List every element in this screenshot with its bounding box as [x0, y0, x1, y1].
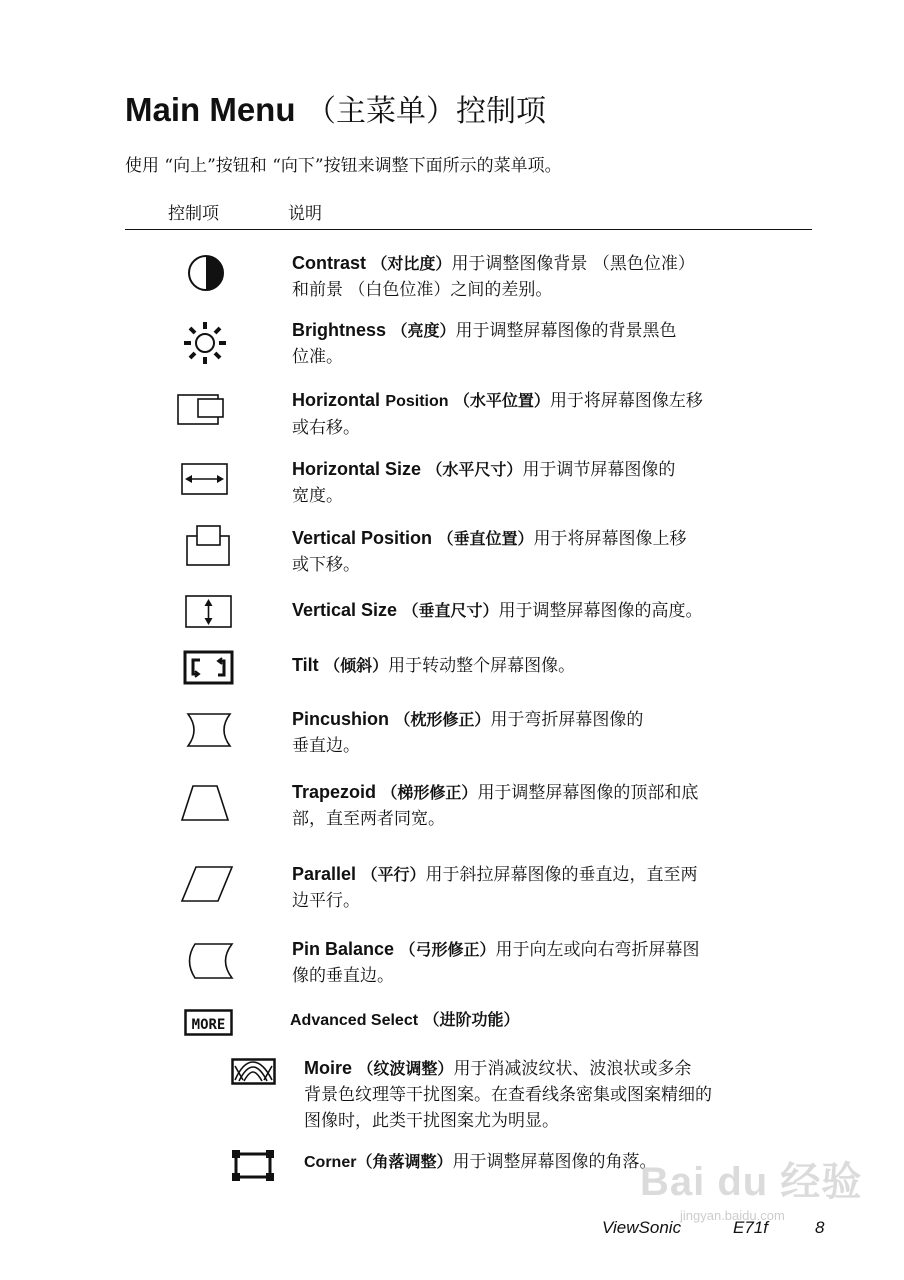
trapezoid-icon	[179, 783, 231, 823]
item-pincushion	[292, 706, 812, 759]
item-text-2: 背景色纹理等干扰图案。在查看线条密集或图案精细的	[304, 1085, 712, 1105]
more-icon	[184, 1009, 234, 1037]
item-text-3: 图像时，此类干扰图案尤为明显。	[304, 1111, 559, 1131]
item-text-1: 用于消减波纹状、波浪状或多余	[453, 1059, 692, 1079]
item-horizontal-position	[292, 387, 812, 441]
corner-icon	[230, 1148, 276, 1182]
title-english: Main Menu	[125, 91, 296, 128]
item-name: Horizontal Size	[292, 459, 422, 479]
horizontal-size-icon	[180, 462, 230, 496]
item-text-1: 用于调整图像背景 （黑色位准）	[451, 254, 695, 274]
pin-balance-icon	[181, 941, 235, 981]
more-icon-label: MORE	[191, 1017, 226, 1033]
item-cn: （水平位置）	[453, 391, 550, 410]
item-name: Vertical Position	[292, 528, 433, 548]
vertical-size-icon	[184, 594, 234, 630]
item-name: Trapezoid	[292, 782, 377, 802]
intro-text: 使用 “向上”按钮和 “向下”按钮来调整下面所示的菜单项。	[125, 156, 562, 176]
item-cn: （角落调整）	[356, 1152, 453, 1171]
moire-icon	[231, 1058, 277, 1086]
item-parallel	[292, 861, 812, 914]
item-name: Corner	[304, 1154, 357, 1171]
tilt-icon	[183, 650, 235, 686]
item-name: Horizontal	[292, 390, 380, 410]
item-cn: （亮度）	[391, 321, 456, 340]
item-text-1: 用于调整屏幕图像的顶部和底	[477, 783, 699, 803]
item-text-1: 用于调整屏幕图像的角落。	[452, 1152, 657, 1172]
vertical-position-icon	[185, 524, 233, 568]
item-advanced-select	[290, 1007, 810, 1034]
item-text-1: 用于调整屏幕图像的高度。	[498, 601, 703, 621]
item-text-1: 用于调节屏幕图像的	[522, 460, 676, 480]
item-text-1: 用于调整屏幕图像的背景黑色	[455, 321, 677, 341]
item-name: Vertical Size	[292, 600, 398, 620]
item-text-2: 像的垂直边。	[292, 966, 394, 986]
item-vertical-position	[292, 525, 812, 578]
item-text-2: 或下移。	[292, 555, 360, 575]
item-name: Brightness	[292, 320, 387, 340]
item-text-1: 用于斜拉屏幕图像的垂直边，直至两	[425, 865, 698, 885]
item-text-2: 宽度。	[292, 486, 343, 506]
item-text-1: 用于将屏幕图像左移	[549, 391, 703, 411]
column-header-description: 说明	[288, 204, 322, 224]
item-trapezoid	[292, 779, 812, 832]
item-tilt	[292, 652, 812, 679]
contrast-icon	[186, 253, 226, 293]
page-title	[125, 86, 546, 130]
item-cn: （梯形修正）	[381, 783, 478, 802]
footer-page-number: 8	[815, 1218, 825, 1237]
item-moire	[304, 1055, 812, 1134]
horizontal-position-icon	[176, 391, 228, 427]
item-cn: （平行）	[361, 865, 426, 884]
item-name: Advanced Select	[290, 1012, 419, 1029]
column-header-control: 控制项	[168, 204, 219, 224]
item-name: Parallel	[292, 864, 357, 884]
item-cn: （弓形修正）	[399, 940, 496, 959]
pincushion-icon	[185, 711, 233, 749]
item-cn: （对比度）	[371, 254, 452, 273]
item-cn: （垂直位置）	[437, 529, 534, 548]
brightness-icon	[181, 320, 229, 366]
item-text-1: 用于向左或向右弯折屏幕图	[495, 940, 700, 960]
item-text-2: 垂直边。	[292, 736, 360, 756]
item-pin-balance	[292, 936, 812, 989]
item-cn: （纹波调整）	[357, 1059, 454, 1078]
item-text-2: 和前景 （白色位准）之间的差别。	[292, 280, 553, 300]
item-text-2: 边平行。	[292, 891, 360, 911]
item-name: Contrast	[292, 253, 367, 273]
item-brightness	[292, 317, 812, 370]
item-name-2: Position	[385, 393, 449, 410]
parallel-icon	[179, 864, 235, 904]
item-name: Pincushion	[292, 709, 390, 729]
item-text-1: 用于转动整个屏幕图像。	[388, 656, 576, 676]
item-text-2: 部，直至两者同宽。	[292, 809, 445, 829]
item-name: Tilt	[292, 655, 319, 675]
footer-model: E71f	[733, 1218, 768, 1237]
item-text-1: 用于弯折屏幕图像的	[490, 710, 644, 730]
watermark-url: jingyan.baidu.com	[680, 1208, 785, 1223]
item-cn: （垂直尺寸）	[402, 601, 499, 620]
item-name: Pin Balance	[292, 939, 395, 959]
item-vertical-size	[292, 597, 812, 624]
item-cn: （倾斜）	[324, 656, 389, 675]
item-contrast	[292, 250, 812, 303]
footer-brand: ViewSonic	[602, 1218, 682, 1237]
item-text-2: 位准。	[292, 347, 343, 367]
title-chinese: （主菜单）控制项	[306, 94, 546, 129]
watermark-logo: Bai du 经验	[640, 1160, 863, 1204]
item-text-2: 或右移。	[292, 418, 360, 438]
item-horizontal-size	[292, 456, 812, 509]
item-name: Moire	[304, 1058, 353, 1078]
item-cn: （水平尺寸）	[426, 460, 523, 479]
item-cn: （进阶功能）	[423, 1010, 520, 1029]
item-text-1: 用于将屏幕图像上移	[533, 529, 687, 549]
item-cn: （枕形修正）	[394, 710, 491, 729]
header-divider	[125, 229, 812, 230]
